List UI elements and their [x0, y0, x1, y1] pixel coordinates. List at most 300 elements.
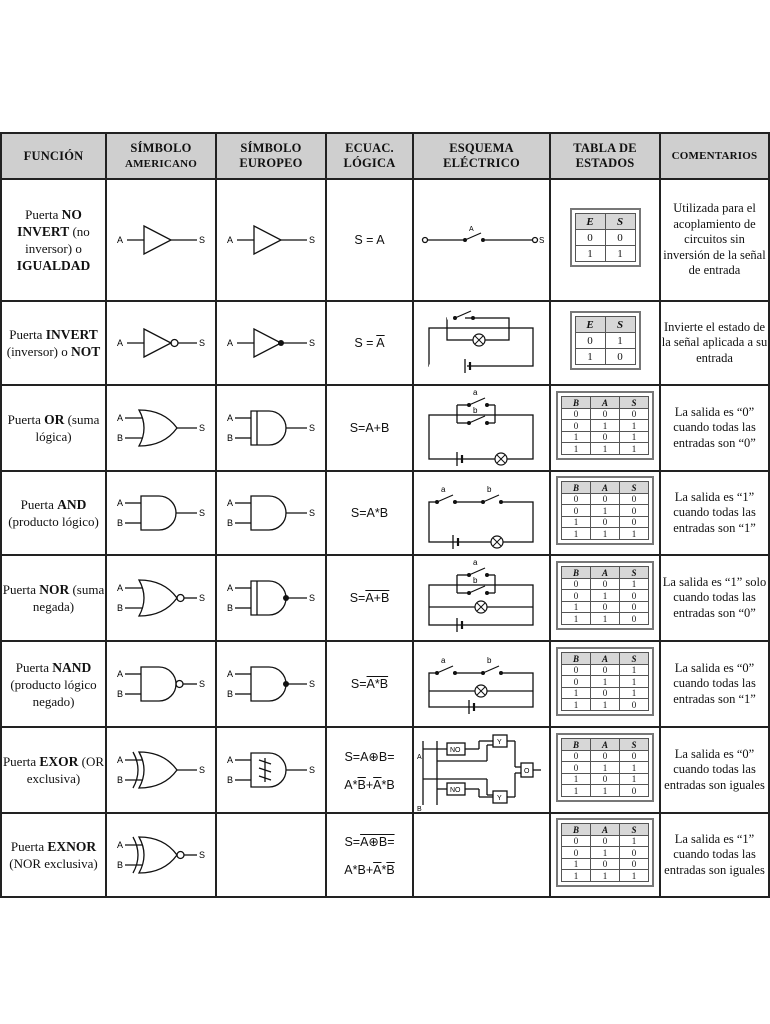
pin-label: S: [199, 765, 206, 775]
truth-table-row: [562, 420, 649, 432]
truth-table-row: [562, 590, 649, 602]
truth-table-value: 1: [562, 687, 591, 699]
truth-table-row: [562, 601, 649, 613]
comment-cell: La salida es “1” cuando todas las entradas son iguales: [660, 813, 769, 897]
logic-equation: S = A: [354, 233, 385, 247]
truth-table-value: 1: [591, 676, 620, 688]
truth-table-value: 1: [591, 870, 620, 882]
logic-equation-cell: [326, 385, 413, 471]
truth-table-value: 0: [562, 762, 591, 774]
pin-label: NO: [449, 747, 460, 754]
header-comentarios: COMENTARIOS: [660, 133, 769, 179]
function-cell: Puerta NO INVERT (no inversor) o IGUALDAD: [1, 179, 106, 301]
truth-table-head: S: [605, 214, 635, 230]
american-gate-symbol: [109, 315, 213, 371]
american-gate-symbol: [109, 827, 213, 883]
gate-row-exnor: [1, 813, 769, 897]
pin-label: A: [117, 755, 124, 765]
american-gate-symbol: [109, 656, 213, 712]
truth-table-frame: [556, 561, 654, 630]
truth-table: [561, 823, 649, 882]
logic-equation-cell: [326, 727, 413, 813]
truth-table-head: S: [620, 397, 649, 409]
truth-table-cell: [550, 555, 660, 641]
pin-label: b: [486, 485, 491, 494]
truth-table-value: 0: [620, 516, 649, 528]
electric-schematic: [417, 651, 547, 717]
european-symbol-cell: [216, 385, 326, 471]
electric-schematic: [417, 480, 547, 546]
truth-table-cell: [550, 471, 660, 555]
truth-table-head: A: [591, 397, 620, 409]
truth-table-head: A: [591, 653, 620, 665]
truth-table-value: 1: [605, 246, 635, 262]
european-symbol-cell: [216, 179, 326, 301]
truth-table-value: 0: [605, 230, 635, 246]
truth-table-value: 1: [591, 847, 620, 859]
function-cell: Puerta EXOR (OR exclusiva): [1, 727, 106, 813]
truth-table-head: E: [575, 214, 605, 230]
pin-label: A: [468, 226, 474, 233]
pin-label: B: [227, 775, 234, 785]
truth-table-row: [562, 516, 649, 528]
truth-table-value: 1: [562, 443, 591, 455]
truth-table-cell: [550, 301, 660, 385]
logic-equation: S=A+B: [349, 421, 390, 435]
truth-table-value: 0: [562, 835, 591, 847]
truth-table-value: 1: [591, 613, 620, 625]
truth-table-value: 1: [562, 613, 591, 625]
logic-equation-cell: [326, 179, 413, 301]
electric-schematic: [417, 310, 547, 376]
pin-label: S: [199, 593, 206, 603]
truth-table-head: A: [591, 567, 620, 579]
truth-table-value: 1: [620, 835, 649, 847]
truth-table-head: B: [562, 739, 591, 751]
pin-label: B: [117, 860, 124, 870]
truth-table-frame: [556, 733, 654, 802]
logic-equation: S=A⊕B=: [344, 834, 395, 849]
logic-equation-cell: [326, 471, 413, 555]
electric-schematic-cell: [413, 641, 550, 727]
truth-table-frame: [570, 311, 641, 370]
logic-equation: S=A*B: [350, 506, 389, 520]
european-symbol-cell: [216, 471, 326, 555]
pin-label: S: [199, 679, 206, 689]
pin-label: B: [227, 689, 234, 699]
truth-table-value: 0: [562, 578, 591, 590]
truth-table-header: [575, 214, 635, 230]
truth-table-cell: [550, 179, 660, 301]
truth-table-row: [575, 246, 635, 262]
truth-table-row: [562, 493, 649, 505]
truth-table-header: [575, 317, 635, 333]
logic-gates-table: [0, 132, 770, 898]
pin-label: S: [199, 235, 206, 245]
american-symbol-cell: [106, 385, 216, 471]
pin-label: S: [538, 236, 544, 245]
american-gate-symbol: [109, 570, 213, 626]
logic-equation: S=A⊕B=: [344, 749, 395, 764]
truth-table-head: S: [620, 739, 649, 751]
truth-table-row: [562, 858, 649, 870]
truth-table-value: 1: [562, 431, 591, 443]
american-gate-symbol: [109, 400, 213, 456]
pin-label: S: [309, 679, 316, 689]
truth-table: [561, 738, 649, 797]
truth-table-value: 1: [575, 349, 605, 365]
european-gate-symbol: [219, 212, 323, 268]
pin-label: S: [309, 423, 316, 433]
gate-row-and: [1, 471, 769, 555]
pin-label: A: [227, 498, 234, 508]
electric-schematic-cell: [413, 385, 550, 471]
truth-table-value: 1: [620, 528, 649, 540]
truth-table-value: 0: [562, 676, 591, 688]
pin-label: B: [227, 603, 234, 613]
comment-cell: La salida es “0” cuando todas las entradas son “0”: [660, 385, 769, 471]
truth-table-head: A: [591, 482, 620, 494]
truth-table-head: B: [562, 482, 591, 494]
logic-equation-cell: [326, 555, 413, 641]
pin-label: S: [199, 423, 206, 433]
comment-cell: La salida es “1” cuando todas las entradas son “1”: [660, 471, 769, 555]
truth-table-frame: [556, 476, 654, 545]
pin-label: A: [117, 840, 124, 850]
truth-table-head: S: [620, 482, 649, 494]
comment-cell: La salida es “0” cuando todas las entradas son “1”: [660, 641, 769, 727]
truth-table-frame: [556, 818, 654, 887]
truth-table-value: 1: [591, 590, 620, 602]
truth-table-value: 0: [575, 230, 605, 246]
pin-label: b: [472, 406, 477, 415]
truth-table-value: 0: [620, 505, 649, 517]
truth-table-value: 0: [620, 699, 649, 711]
american-symbol-cell: [106, 813, 216, 897]
electric-schematic-cell: [413, 727, 550, 813]
truth-table-head: A: [591, 824, 620, 836]
pin-label: Y: [496, 739, 502, 746]
european-gate-symbol: [219, 742, 323, 798]
truth-table-value: 0: [562, 505, 591, 517]
truth-table-frame: [570, 208, 641, 267]
truth-table-head: E: [575, 317, 605, 333]
pin-label: B: [117, 518, 124, 528]
american-symbol-cell: [106, 555, 216, 641]
truth-table-value: 0: [562, 847, 591, 859]
truth-table-frame: [556, 391, 654, 460]
pin-label: A: [117, 338, 124, 348]
gate-row-no-invert: [1, 179, 769, 301]
european-gate-symbol: [219, 570, 323, 626]
truth-table: [561, 566, 649, 625]
truth-table-value: 0: [591, 578, 620, 590]
truth-table-row: [562, 505, 649, 517]
truth-table-value: 1: [620, 870, 649, 882]
truth-table-row: [562, 431, 649, 443]
truth-table-header: [562, 397, 649, 409]
pin-label: A: [227, 755, 234, 765]
electric-schematic-cell: [413, 555, 550, 641]
gate-row-nor: [1, 555, 769, 641]
truth-table-value: 0: [620, 858, 649, 870]
pin-label: A: [117, 413, 124, 423]
pin-label: S: [309, 338, 316, 348]
pin-label: S: [309, 765, 316, 775]
truth-table-value: 0: [575, 333, 605, 349]
pin-label: b: [486, 656, 491, 665]
truth-table-row: [562, 699, 649, 711]
electric-schematic-cell: [413, 471, 550, 555]
pin-label: a: [440, 656, 445, 665]
electric-schematic: [417, 558, 547, 631]
truth-table-value: 0: [620, 493, 649, 505]
european-symbol-cell: [216, 813, 326, 897]
truth-table-value: 0: [620, 408, 649, 420]
gate-row-or: [1, 385, 769, 471]
truth-table-value: 0: [591, 773, 620, 785]
pin-label: b: [472, 576, 477, 585]
pin-label: A: [117, 498, 124, 508]
logic-equation: S=A*B: [350, 677, 389, 691]
truth-table-value: 1: [620, 443, 649, 455]
truth-table-value: 0: [591, 493, 620, 505]
pin-label: O: [523, 768, 529, 775]
pin-label: Y: [496, 795, 502, 802]
pin-label: S: [199, 508, 206, 518]
function-cell: Puerta NOR (suma negada): [1, 555, 106, 641]
header-ecuacion: ECUAC. LÓGICA: [326, 133, 413, 179]
truth-table-value: 1: [620, 676, 649, 688]
truth-table: [561, 481, 649, 540]
truth-table-value: 0: [620, 613, 649, 625]
truth-table-value: 1: [591, 762, 620, 774]
truth-table-head: S: [620, 824, 649, 836]
pin-label: A: [117, 583, 124, 593]
truth-table-row: [562, 762, 649, 774]
truth-table-value: 1: [562, 699, 591, 711]
pin-label: S: [309, 508, 316, 518]
truth-table-cell: [550, 641, 660, 727]
american-gate-symbol: [109, 212, 213, 268]
truth-table-value: 0: [562, 664, 591, 676]
truth-table-value: 1: [620, 664, 649, 676]
electric-schematic: [416, 731, 547, 813]
truth-table-head: S: [620, 567, 649, 579]
european-symbol-cell: [216, 727, 326, 813]
european-gate-symbol: [219, 485, 323, 541]
truth-table-row: [562, 785, 649, 797]
truth-table-value: 1: [591, 443, 620, 455]
truth-table-cell: [550, 385, 660, 471]
truth-table-value: 0: [591, 516, 620, 528]
logic-equation: $S = \overline{A}$: [354, 336, 385, 350]
pin-label: B: [117, 775, 124, 785]
function-cell: Puerta INVERT (inversor) o NOT: [1, 301, 106, 385]
truth-table-row: [562, 676, 649, 688]
logic-equation-cell: [326, 813, 413, 897]
truth-table-value: 1: [620, 578, 649, 590]
truth-table-header: [562, 653, 649, 665]
logic-equation-expansion: $A*B+\overline{A}*\overline{B}$: [344, 862, 395, 877]
electric-schematic: [417, 388, 547, 461]
truth-table-value: 1: [620, 420, 649, 432]
truth-table-value: 0: [620, 847, 649, 859]
pin-label: B: [227, 433, 234, 443]
truth-table-value: 1: [562, 858, 591, 870]
truth-table-value: 1: [591, 699, 620, 711]
american-gate-symbol: [109, 742, 213, 798]
truth-table-row: [562, 750, 649, 762]
american-symbol-cell: [106, 471, 216, 555]
header-tabla: TABLA DE ESTADOS: [550, 133, 660, 179]
truth-table-value: 0: [591, 750, 620, 762]
truth-table-value: 0: [605, 349, 635, 365]
truth-table-value: 0: [591, 431, 620, 443]
truth-table-head: B: [562, 567, 591, 579]
truth-table-value: 1: [591, 528, 620, 540]
header-row: [1, 133, 769, 179]
pin-label: A: [117, 235, 124, 245]
comment-cell: Invierte el estado de la señal aplicada a su entrada: [660, 301, 769, 385]
truth-table-header: [562, 739, 649, 751]
truth-table-row: [562, 870, 649, 882]
comment-cell: La salida es “1” solo cuando todas las entradas son “0”: [660, 555, 769, 641]
gate-row-exor: [1, 727, 769, 813]
truth-table-head: B: [562, 653, 591, 665]
truth-table-value: 0: [620, 750, 649, 762]
truth-table-cell: [550, 813, 660, 897]
pin-label: A: [117, 669, 124, 679]
truth-table-row: [562, 408, 649, 420]
pin-label: B: [117, 433, 124, 443]
pin-label: a: [472, 388, 477, 397]
electric-schematic-cell: [413, 179, 550, 301]
electric-schematic-cell: [413, 301, 550, 385]
american-symbol-cell: [106, 179, 216, 301]
gate-row-invert: [1, 301, 769, 385]
truth-table-row: [562, 613, 649, 625]
truth-table-row: [562, 835, 649, 847]
american-symbol-cell: [106, 641, 216, 727]
truth-table-cell: [550, 727, 660, 813]
truth-table-row: [575, 349, 635, 365]
truth-table: [575, 213, 636, 262]
truth-table-value: 0: [591, 664, 620, 676]
truth-table-row: [562, 578, 649, 590]
pin-label: A: [227, 235, 234, 245]
comment-cell: La salida es “0” cuando todas las entradas son iguales: [660, 727, 769, 813]
truth-table-value: 1: [562, 870, 591, 882]
comment-cell: Utilizada para el acoplamiento de circuitos sin inversión de la señal de entrada: [660, 179, 769, 301]
function-cell: Puerta NAND (producto lógico negado): [1, 641, 106, 727]
truth-table-head: S: [605, 317, 635, 333]
logic-equation: S=A+B: [349, 591, 390, 605]
truth-table-value: 1: [605, 333, 635, 349]
truth-table-head: A: [591, 739, 620, 751]
truth-table-frame: [556, 647, 654, 716]
european-gate-symbol: [219, 400, 323, 456]
truth-table-value: 1: [620, 431, 649, 443]
european-symbol-cell: [216, 555, 326, 641]
truth-table-row: [562, 664, 649, 676]
truth-table: [561, 396, 649, 455]
truth-table-value: 1: [591, 785, 620, 797]
truth-table-head: B: [562, 824, 591, 836]
logic-equation-cell: [326, 301, 413, 385]
american-symbol-cell: [106, 301, 216, 385]
header-simbolo-europeo: SÍMBOLO EUROPEO: [216, 133, 326, 179]
pin-label: B: [416, 806, 422, 813]
truth-table-value: 0: [591, 408, 620, 420]
truth-table-head: S: [620, 653, 649, 665]
header-simbolo-americano: SÍMBOLO AMERICANO: [106, 133, 216, 179]
truth-table: [575, 316, 636, 365]
truth-table-value: 1: [620, 687, 649, 699]
european-gate-symbol: [219, 656, 323, 712]
truth-table-row: [562, 773, 649, 785]
pin-label: S: [199, 338, 206, 348]
logic-equation-expansion: $A*\overline{B}+\overline{A}*B$: [344, 777, 395, 792]
truth-table-value: 1: [562, 528, 591, 540]
truth-table-value: 0: [620, 590, 649, 602]
pin-label: B: [227, 518, 234, 528]
logic-equation-cell: [326, 641, 413, 727]
gate-row-nand: [1, 641, 769, 727]
truth-table-value: 1: [591, 505, 620, 517]
pin-label: A: [416, 754, 422, 761]
pin-label: a: [472, 558, 477, 567]
function-cell: Puerta EXNOR (NOR exclusiva): [1, 813, 106, 897]
truth-table-value: 1: [575, 246, 605, 262]
truth-table-value: 1: [562, 601, 591, 613]
truth-table-header: [562, 824, 649, 836]
truth-table-value: 0: [591, 858, 620, 870]
truth-table-value: 0: [562, 420, 591, 432]
truth-table-value: 1: [620, 762, 649, 774]
truth-table-value: 0: [562, 590, 591, 602]
pin-label: A: [227, 669, 234, 679]
truth-table-header: [562, 482, 649, 494]
truth-table-row: [562, 847, 649, 859]
truth-table-value: 1: [562, 773, 591, 785]
american-gate-symbol: [109, 485, 213, 541]
truth-table-value: 1: [591, 420, 620, 432]
pin-label: a: [440, 485, 445, 494]
truth-table-header: [562, 567, 649, 579]
pin-label: S: [309, 235, 316, 245]
pin-label: S: [309, 593, 316, 603]
truth-table-value: 0: [562, 493, 591, 505]
truth-table-value: 1: [562, 785, 591, 797]
american-symbol-cell: [106, 727, 216, 813]
truth-table-value: 0: [591, 687, 620, 699]
pin-label: A: [227, 583, 234, 593]
truth-table-value: 0: [620, 601, 649, 613]
truth-table-value: 0: [591, 835, 620, 847]
truth-table-value: 1: [620, 773, 649, 785]
truth-table-row: [562, 443, 649, 455]
electric-schematic: [417, 215, 547, 265]
european-symbol-cell: [216, 641, 326, 727]
truth-table-value: 0: [562, 750, 591, 762]
pin-label: B: [117, 689, 124, 699]
truth-table-value: 0: [620, 785, 649, 797]
header-esquema: ESQUEMA ELÉCTRICO: [413, 133, 550, 179]
truth-table-value: 0: [591, 601, 620, 613]
truth-table: [561, 652, 649, 711]
truth-table-row: [562, 687, 649, 699]
